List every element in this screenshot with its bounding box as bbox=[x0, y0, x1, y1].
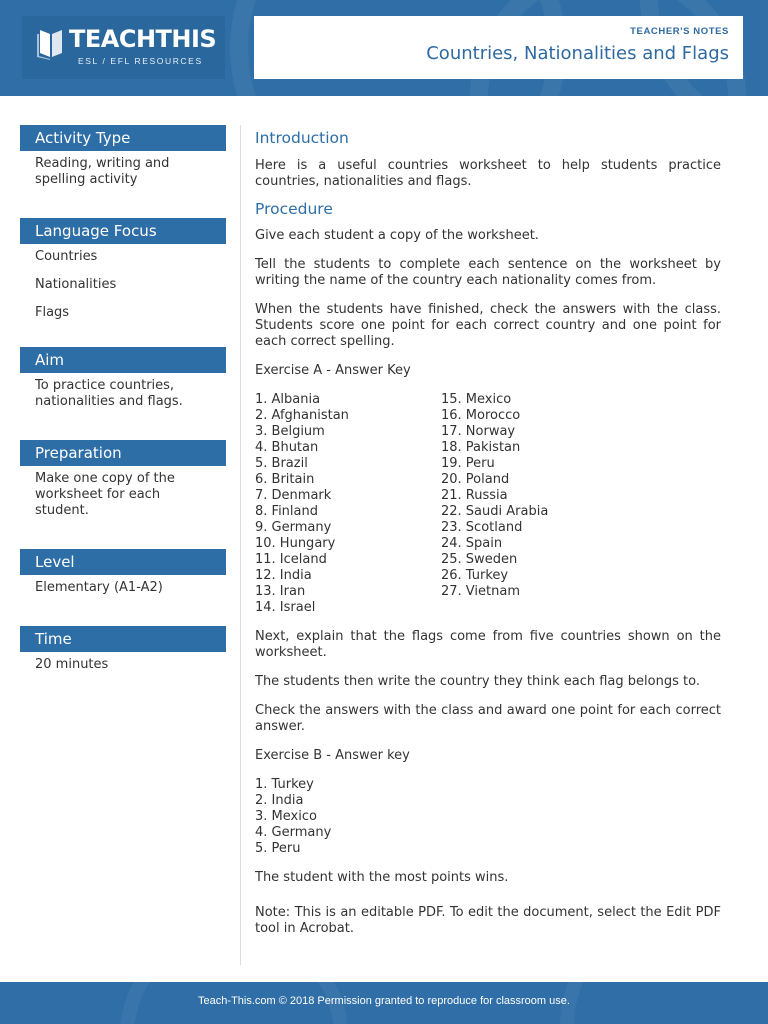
list-item: 2. India bbox=[255, 793, 304, 808]
list-item: 25. Sweden bbox=[441, 552, 518, 567]
list-item: 27. Vietnam bbox=[441, 584, 520, 599]
list-item: 4. Germany bbox=[255, 825, 332, 840]
list-item: 4. Bhutan bbox=[255, 440, 319, 455]
sidebar-section-level bbox=[20, 549, 226, 626]
sidebar-section-activity-type bbox=[20, 125, 226, 218]
copyright-notice: Teach-This.com © 2018 Permission granted to reproduce for classroom use. bbox=[198, 995, 570, 1007]
sidebar-section-language-focus bbox=[20, 218, 226, 347]
list-item: 26. Turkey bbox=[441, 568, 509, 583]
procedure-paragraph: The students then write the country they think each flag belongs to. bbox=[255, 674, 700, 689]
list-item: 5. Brazil bbox=[255, 456, 308, 471]
title-box bbox=[254, 16, 743, 79]
procedure-paragraph: Give each student a copy of the worksheet. bbox=[255, 228, 539, 243]
list-item: 24. Spain bbox=[441, 536, 503, 551]
list-item: 13. Iran bbox=[255, 584, 306, 599]
list-item: 23. Scotland bbox=[441, 520, 523, 535]
list-item: 2. Afghanistan bbox=[255, 408, 349, 423]
list-item: 7. Denmark bbox=[255, 488, 332, 503]
sidebar-item: 20 minutes bbox=[35, 657, 109, 672]
list-item: 20. Poland bbox=[441, 472, 510, 487]
teachers-notes-label: TEACHER'S NOTES bbox=[630, 26, 729, 37]
list-item: 18. Pakistan bbox=[441, 440, 521, 455]
open-book-icon bbox=[36, 26, 66, 64]
sidebar-item: Countries bbox=[35, 249, 98, 264]
sidebar-heading: Time bbox=[20, 626, 226, 652]
list-item: 16. Morocco bbox=[441, 408, 521, 423]
column-divider bbox=[240, 125, 241, 965]
list-item: 12. India bbox=[255, 568, 312, 583]
list-item: 11. Iceland bbox=[255, 552, 327, 567]
list-item: 1. Albania bbox=[255, 392, 321, 407]
procedure-heading: Procedure bbox=[255, 200, 333, 218]
list-item: 3. Belgium bbox=[255, 424, 325, 439]
list-item: 6. Britain bbox=[255, 472, 315, 487]
sidebar-heading: Preparation bbox=[20, 440, 226, 466]
answer-column bbox=[441, 392, 641, 616]
sidebar-item: Elementary (A1-A2) bbox=[35, 580, 163, 595]
procedure-paragraph: When the students have finished, check the answers with the class. Students score one point for each correct country and one point for each correct spelling. bbox=[255, 302, 721, 349]
main-content bbox=[255, 128, 721, 937]
list-item: 14. Israel bbox=[255, 600, 316, 615]
page-title: Countries, Nationalities and Flags bbox=[426, 43, 729, 64]
list-item: 1. Turkey bbox=[255, 777, 314, 792]
editable-pdf-note: Note: This is an editable PDF. To edit the document, select the Edit PDF tool in Acrobat. bbox=[255, 905, 721, 936]
sidebar-item: Flags bbox=[35, 305, 70, 320]
list-item: 9. Germany bbox=[255, 520, 332, 535]
sidebar bbox=[20, 125, 226, 673]
sidebar-heading: Aim bbox=[20, 347, 226, 373]
exercise-a-answer-key bbox=[255, 392, 721, 616]
list-item: 19. Peru bbox=[441, 456, 495, 471]
sidebar-item: Make one copy of the worksheet for each student. bbox=[35, 471, 175, 518]
sidebar-heading: Level bbox=[20, 549, 226, 575]
sidebar-item: Nationalities bbox=[35, 277, 117, 292]
sidebar-section-time bbox=[20, 626, 226, 673]
page-footer bbox=[0, 982, 768, 1024]
logo-text: TEACHTHIS bbox=[69, 25, 217, 53]
answer-column bbox=[255, 392, 441, 616]
list-item: 22. Saudi Arabia bbox=[441, 504, 549, 519]
list-item: 21. Russia bbox=[441, 488, 508, 503]
sidebar-section-preparation bbox=[20, 440, 226, 549]
introduction-text: Here is a useful countries worksheet to help students practice countries, nationalities and flags. bbox=[255, 158, 721, 189]
list-item: 17. Norway bbox=[441, 424, 516, 439]
list-item: 3. Mexico bbox=[255, 809, 317, 824]
list-item: 8. Finland bbox=[255, 504, 318, 519]
exercise-a-label: Exercise A - Answer Key bbox=[255, 363, 411, 378]
list-item: 10. Hungary bbox=[255, 536, 336, 551]
exercise-b-label: Exercise B - Answer key bbox=[255, 748, 410, 763]
sidebar-item: To practice countries, nationalities and flags. bbox=[35, 378, 183, 409]
exercise-b-answer-key bbox=[255, 777, 721, 857]
logo-subtitle: ESL / EFL RESOURCES bbox=[78, 56, 203, 66]
introduction-heading: Introduction bbox=[255, 129, 349, 147]
page-header bbox=[0, 0, 768, 96]
procedure-paragraph: Check the answers with the class and award one point for each correct answer. bbox=[255, 703, 721, 734]
sidebar-heading: Activity Type bbox=[20, 125, 226, 151]
procedure-paragraph: The student with the most points wins. bbox=[255, 870, 509, 885]
teachthis-logo[interactable] bbox=[22, 16, 225, 79]
sidebar-item: Reading, writing and spelling activity bbox=[35, 156, 170, 187]
list-item: 15. Mexico bbox=[441, 392, 512, 407]
sidebar-heading: Language Focus bbox=[20, 218, 226, 244]
procedure-paragraph: Tell the students to complete each sentence on the worksheet by writing the name of the country each nationality comes from. bbox=[255, 257, 721, 288]
sidebar-section-aim bbox=[20, 347, 226, 440]
procedure-paragraph: Next, explain that the flags come from five countries shown on the worksheet. bbox=[255, 629, 721, 660]
list-item: 5. Peru bbox=[255, 841, 301, 856]
